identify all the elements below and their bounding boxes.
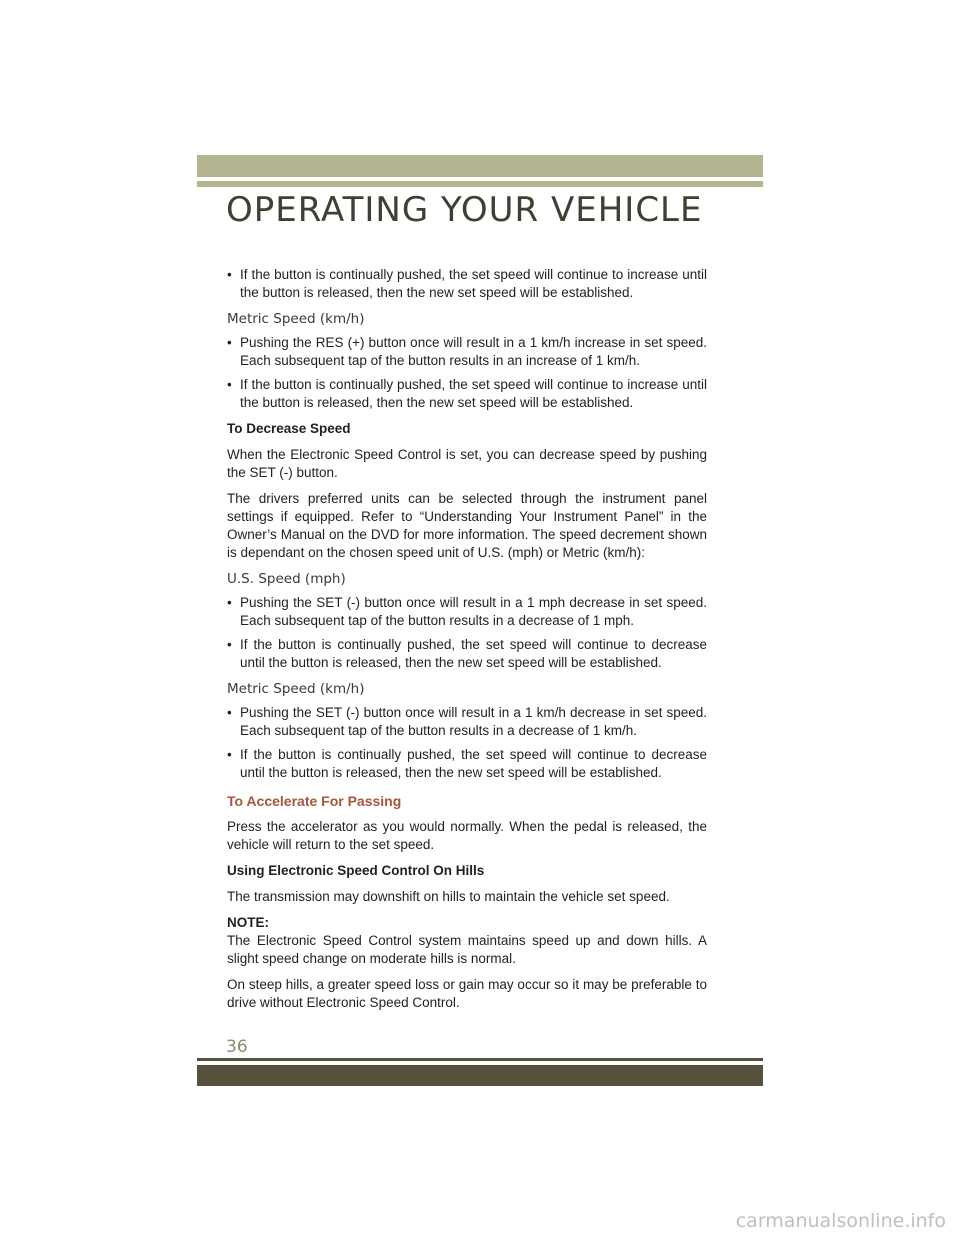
paragraph: On steep hills, a greater speed loss or gain may occur so it may be preferable to drive without Electronic Speed Control. bbox=[227, 977, 707, 1010]
list-item: • If the button is continually pushed, the set speed will continue to decrease until the button is released, then the new set speed will be established. bbox=[227, 746, 707, 782]
note-text: The Electronic Speed Control system maintains speed up and down hills. A slight speed change on moderate hills is normal. bbox=[227, 933, 707, 966]
footer-rule bbox=[197, 1058, 763, 1061]
watermark: carmanualsonline.info bbox=[735, 1210, 946, 1232]
subheading-us-decrease: U.S. Speed (mph) bbox=[227, 571, 346, 587]
list-item: • If the button is continually pushed, the set speed will continue to increase until the button is released, then the new set speed will be established. bbox=[227, 266, 707, 302]
paragraph: Press the accelerator as you would normally. When the pedal is released, the vehicle will return to the set speed. bbox=[227, 819, 707, 852]
list-item: • Pushing the SET (-) button once will result in a 1 km/h decrease in set speed. Each subsequent tap of the button results in a decrease of 1 km/h. bbox=[227, 704, 707, 740]
list-item: • Pushing the SET (-) button once will result in a 1 mph decrease in set speed. Each subsequent tap of the button results in a decrease of 1 mph. bbox=[227, 594, 707, 630]
list-item: • If the button is continually pushed, the set speed will continue to increase until the button is released, then the new set speed will be established. bbox=[227, 376, 707, 412]
heading-hills: Using Electronic Speed Control On Hills bbox=[227, 863, 485, 878]
subheading-metric-decrease: Metric Speed (km/h) bbox=[227, 681, 365, 697]
list-item: • Pushing the RES (+) button once will result in a 1 km/h increase in set speed. Each subsequent tap of the button results in an increase of 1 km/h. bbox=[227, 334, 707, 370]
paragraph: When the Electronic Speed Control is set, you can decrease speed by pushing the SET (-) button. bbox=[227, 447, 707, 480]
bullet-list bbox=[227, 334, 707, 412]
page-number: 36 bbox=[226, 1037, 248, 1057]
page-content bbox=[227, 266, 707, 1020]
list-item: • If the button is continually pushed, the set speed will continue to decrease until the button is released, then the new set speed will be established. bbox=[227, 636, 707, 672]
header-band bbox=[197, 155, 763, 177]
header-rule bbox=[197, 181, 763, 187]
section-title: OPERATING YOUR VEHICLE bbox=[226, 190, 703, 230]
subheading-metric-increase: Metric Speed (km/h) bbox=[227, 311, 365, 327]
footer-band bbox=[197, 1065, 763, 1086]
bullet-list bbox=[227, 704, 707, 782]
bullet-list bbox=[227, 266, 707, 302]
heading-decrease-speed: To Decrease Speed bbox=[227, 421, 351, 436]
paragraph: The drivers preferred units can be selected through the instrument panel settings if equipped. Refer to “Understanding Your Instrument Panel” in the Owner’s Manual on the DVD for more information. The speed decrement shown is dependant on the chosen speed unit of U.S. (mph) or Metric (km/h): bbox=[227, 491, 707, 560]
paragraph: The transmission may downshift on hills to maintain the vehicle set speed. bbox=[227, 889, 670, 904]
bullet-list bbox=[227, 594, 707, 672]
note-label: NOTE: bbox=[227, 915, 269, 930]
heading-accelerate-passing: To Accelerate For Passing bbox=[227, 793, 402, 809]
